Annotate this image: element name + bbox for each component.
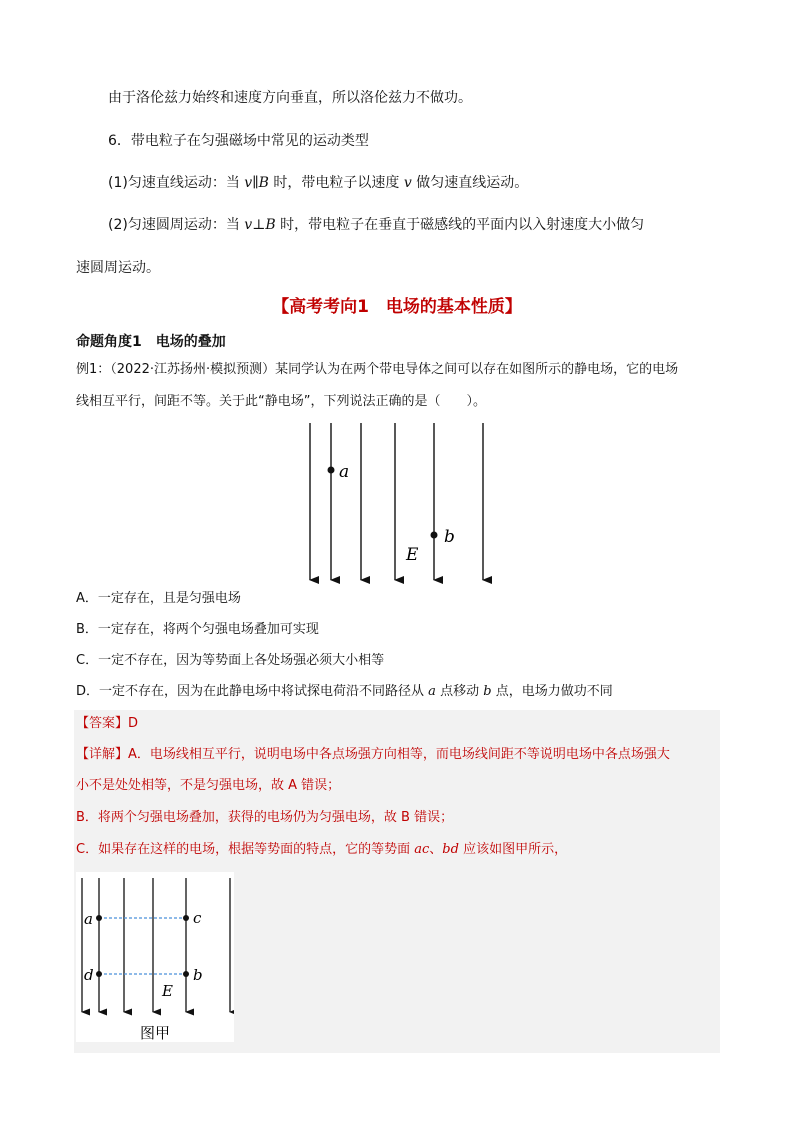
electric-field-figure [295, 420, 495, 586]
jia-point-d [96, 971, 102, 977]
jia-label-E: E [162, 982, 173, 1000]
jia-caption: 图甲 [139, 1024, 171, 1042]
item-1-end: 做匀速直线运动。 [416, 175, 529, 191]
example-line-2: 线相互平行，间距不等。关于此“静电场”，下列说法正确的是（ ）。 [76, 394, 486, 409]
item-1-v: v [403, 175, 412, 191]
detail-b: B．将两个匀强电场叠加，获得的电场仍为匀强电场，故 B 错误； [76, 810, 454, 825]
item-1 [108, 173, 528, 193]
example-line-1: 例1：（2022·江苏扬州·模拟预测）某同学认为在两个带电导体之间可以存在如图所示的静电场，它的电场 [76, 362, 679, 377]
answer-line: 【答案】D [76, 716, 139, 731]
section-title: 【高考考向1 电场的基本性质】 [272, 297, 522, 317]
label-b: b [444, 527, 455, 547]
item-2-line-2: 速圆周运动。 [76, 260, 160, 276]
figure-jia [76, 872, 234, 1042]
jia-point-b [183, 971, 189, 977]
option-d [76, 683, 613, 701]
point-a [328, 467, 335, 474]
detail-line-2: 小不是处处相等，不是匀强电场，故 A 错误； [76, 778, 341, 793]
detail-c-bd: bd [442, 842, 459, 857]
angle-title: 命题角度1 电场的叠加 [76, 334, 226, 350]
detail-line-1-text: A．电场线相互平行，说明电场中各点场强方向相等，而电场线间距不等说明电场中各点场强大 [128, 747, 670, 762]
detail-c-ac: ac [414, 842, 430, 857]
label-E: E [406, 545, 419, 565]
section-6-heading: 6．带电粒子在匀强磁场中常见的运动类型 [108, 133, 369, 149]
item-2-suffix: 时，带电粒子在垂直于磁感线的平面内以入射速度大小做匀 [280, 217, 645, 233]
option-b: B．一定存在，将两个匀强电场叠加可实现 [76, 622, 319, 637]
item-1-prefix: (1)匀速直线运动：当 [108, 175, 240, 191]
intro-line-1: 由于洛伦兹力始终和速度方向垂直，所以洛伦兹力不做功。 [108, 90, 472, 106]
option-d-b: b [483, 684, 492, 699]
detail-c-prefix: C．如果存在这样的电场，根据等势面的特点，它的等势面 [76, 842, 411, 857]
jia-label-d: d [84, 966, 94, 984]
option-d-a: a [428, 684, 436, 699]
point-b [431, 532, 438, 539]
option-d-prefix: D．一定不存在，因为在此静电场中将试探电荷沿不同路径从 [76, 684, 425, 699]
option-d-mid: 点移动 [440, 684, 480, 699]
detail-c-sep: 、 [429, 842, 443, 857]
item-2 [108, 215, 644, 235]
item-2-prefix: (2)匀速圆周运动：当 [108, 217, 240, 233]
detail-tag: 【详解】 [76, 747, 129, 762]
option-c: C．一定不存在，因为等势面上各处场强必须大小相等 [76, 653, 385, 668]
jia-label-c: c [193, 909, 202, 927]
item-1-suffix: 时，带电粒子以速度 [273, 175, 400, 191]
jia-label-a: a [84, 910, 93, 928]
jia-label-b: b [193, 966, 203, 984]
detail-c-suffix: 应该如图甲所示， [463, 842, 568, 857]
jia-point-c [183, 915, 189, 921]
detail-c [76, 841, 567, 859]
option-a: A．一定存在，且是匀强电场 [76, 591, 241, 606]
option-d-suffix: 点，电场力做功不同 [495, 684, 613, 699]
jia-point-a [96, 915, 102, 921]
item-1-math: v∥B [244, 175, 269, 191]
label-a: a [339, 462, 350, 482]
detail-line-1 [76, 746, 670, 764]
item-2-math: v⊥B [244, 217, 276, 233]
